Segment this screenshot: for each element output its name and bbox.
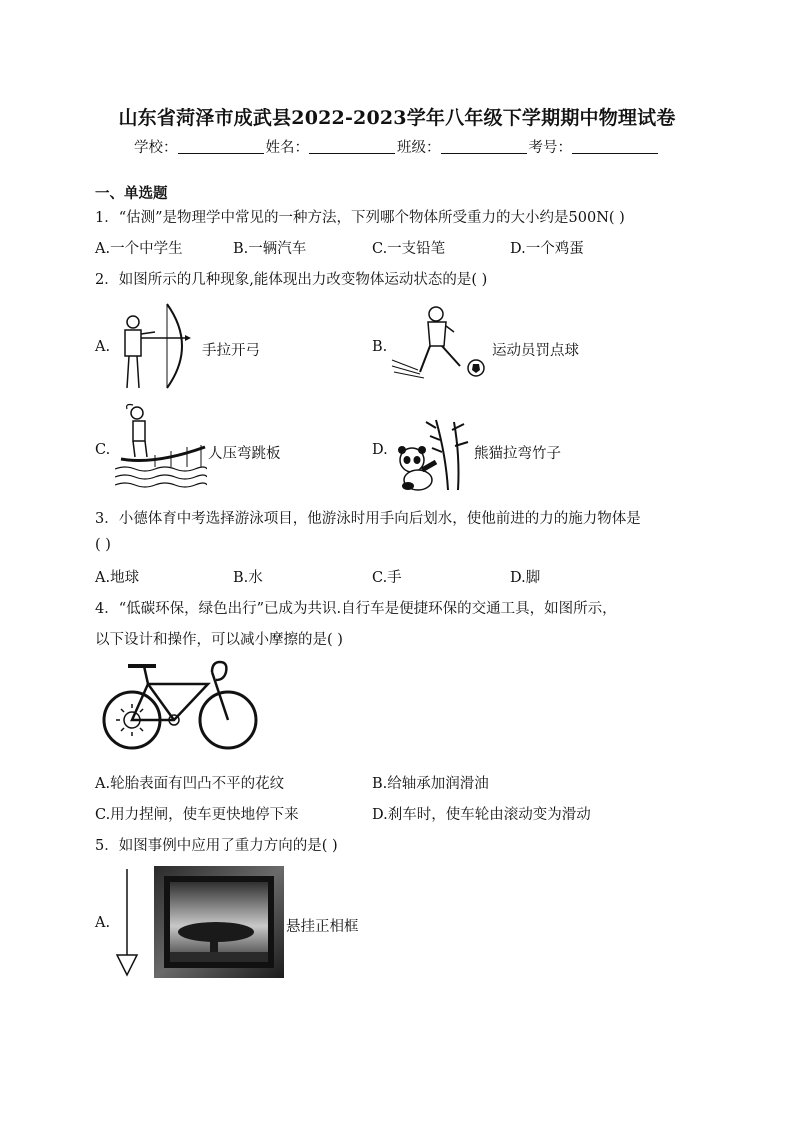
number-label: 考号： [528,140,572,156]
q2-option-a-letter[interactable]: A. [95,339,111,355]
q4-option-d[interactable]: D.刹车时，使车轮由滚动变为滑动 [372,807,591,823]
q5-option-a-letter[interactable]: A. [95,915,111,931]
class-blank[interactable] [441,139,527,154]
name-label: 姓名： [265,140,309,156]
section-heading: 一、单选题 [95,185,168,202]
student-info-line [0,136,794,157]
q1-option-c[interactable]: C.一支铅笔 [372,241,446,257]
q3-option-a[interactable]: A.地球 [95,570,140,586]
q3-stem-line2: ( ) [95,537,111,553]
q4-stem-line2: 以下设计和操作，可以减小摩擦的是( ) [95,632,343,648]
q2-option-c-letter[interactable]: C. [95,442,111,458]
number-blank[interactable] [572,139,658,154]
school-label: 学校： [134,140,178,156]
q2-option-a-caption: 手拉开弓 [202,343,260,359]
class-label: 班级： [397,140,441,156]
q5-stem: 5．如图事例中应用了重力方向的是( ) [95,838,338,854]
q4-stem-line1: 4．“低碳环保，绿色出行”已成为共识.自行车是便捷环保的交通工具，如图所示， [95,601,617,617]
archer-figure [115,300,195,392]
q3-option-c[interactable]: C.手 [372,570,402,586]
q4-option-c[interactable]: C.用力捏闸，使车更快地停下来 [95,807,299,823]
school-blank[interactable] [178,139,264,154]
q1-stem: 1．“估测”是物理学中常见的一种方法，下列哪个物体所受重力的大小约是500N( ) [95,210,625,226]
penalty-kick-figure [390,302,490,384]
q4-option-a[interactable]: A.轮胎表面有凹凸不平的花纹 [95,776,285,792]
q2-option-b-caption: 运动员罚点球 [492,343,579,359]
q2-stem: 2．如图所示的几种现象,能体现出力改变物体运动状态的是( ) [95,272,488,288]
q3-option-b[interactable]: B.水 [233,570,263,586]
name-blank[interactable] [309,139,395,154]
panda-bamboo-figure [392,416,472,492]
q2-option-c-caption: 人压弯跳板 [208,446,281,462]
bicycle-figure [100,658,262,758]
q1-option-b[interactable]: B.一辆汽车 [233,241,307,257]
q2-option-d-caption: 熊猫拉弯竹子 [474,446,561,462]
q1-option-d[interactable]: D.一个鸡蛋 [510,241,584,257]
picture-frame-figure [154,866,284,978]
q5-option-a-caption: 悬挂正相框 [286,919,359,935]
q1-option-a[interactable]: A.一个中学生 [95,241,183,257]
diving-board-figure [115,403,207,489]
q3-stem-line1: 3．小德体育中考选择游泳项目，他游泳时用手向后划水，使他前进的力的施力物体是 [95,511,641,527]
q3-option-d[interactable]: D.脚 [510,570,541,586]
q4-option-b[interactable]: B.给轴承加润滑油 [372,776,489,792]
q2-option-d-letter[interactable]: D. [372,442,388,458]
page-title: 山东省菏泽市成武县2022-2023学年八年级下学期期中物理试卷 [118,107,676,129]
plumb-line-figure [112,867,142,979]
q2-option-b-letter[interactable]: B. [372,339,388,355]
